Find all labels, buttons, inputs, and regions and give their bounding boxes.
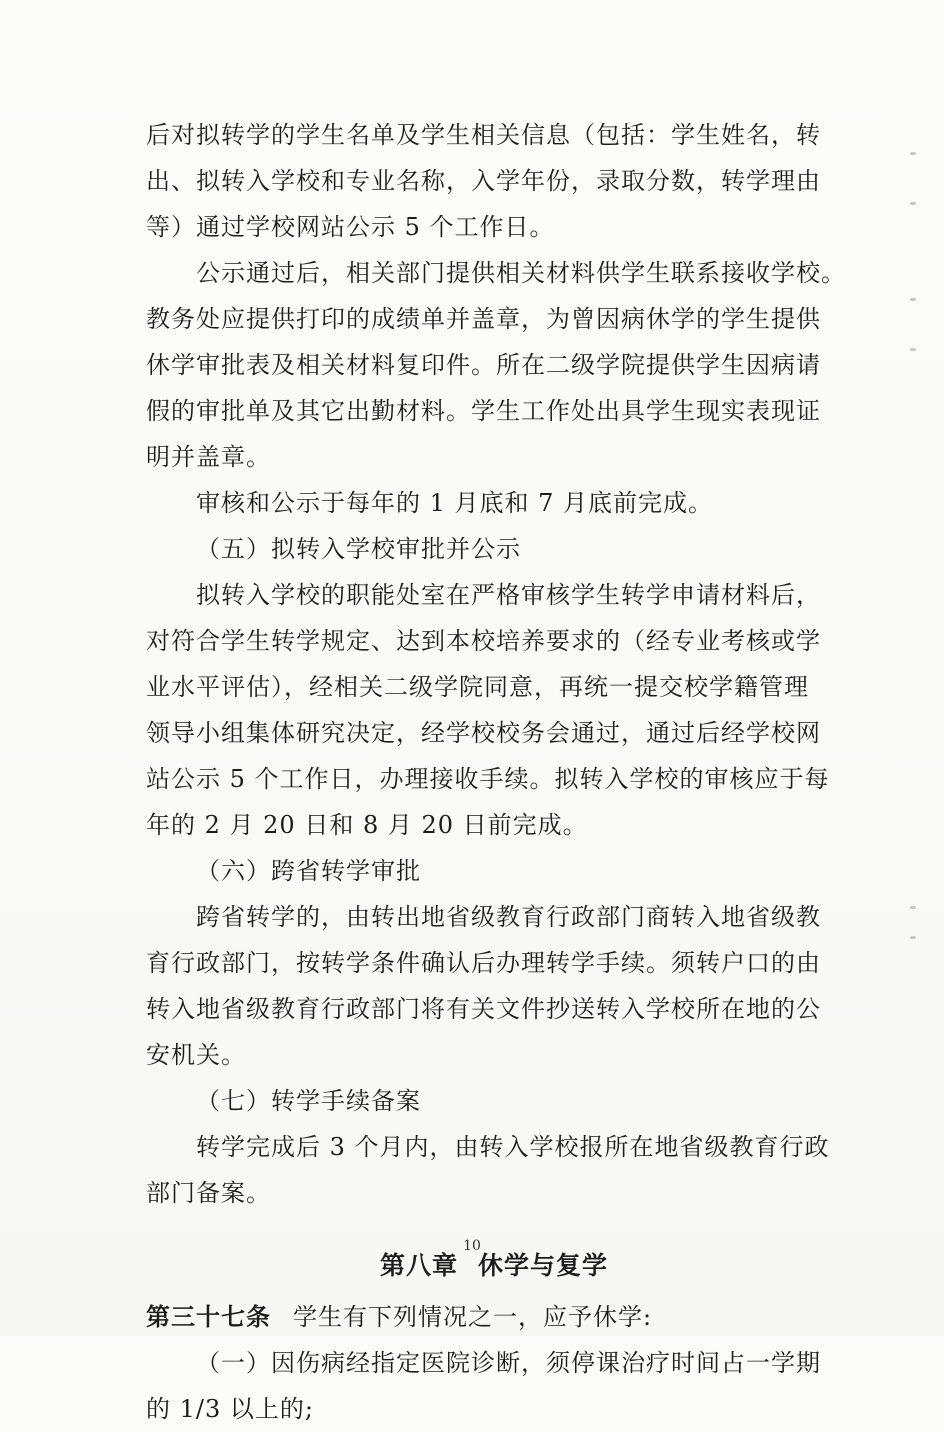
paragraph-line: 转入地省级教育行政部门将有关文件抄送转入学校所在地的公 [146, 995, 821, 1023]
article-heading: 第三十七条 [146, 1302, 271, 1331]
scan-mark [910, 152, 916, 155]
body-text [146, 112, 846, 1432]
paragraph-line: 转学完成后 3 个月内，由转入学校报所在地省级教育行政 [196, 1133, 830, 1161]
paragraph-line: 审核和公示于每年的 1 月底和 7 月底前完成。 [196, 489, 714, 517]
paragraph-line: 领导小组集体研究决定，经学校校务会通过，通过后经学校网 [146, 719, 821, 747]
section-heading: （五）拟转入学校审批并公示 [196, 535, 521, 563]
scan-mark [910, 202, 916, 205]
item-line: 的 1/3 以上的; [146, 1395, 314, 1423]
paragraph-line: 后对拟转学的学生名单及学生相关信息（包括：学生姓名，转 [146, 121, 821, 149]
scan-mark [910, 936, 916, 939]
paragraph-line: 休学审批表及相关材料复印件。所在二级学院提供学生因病请 [146, 351, 821, 379]
paragraph-line: 对符合学生转学规定、达到本校培养要求的（经专业考核或学 [146, 627, 821, 655]
chapter-number: 第八章 [379, 1251, 458, 1280]
paragraph-line: 部门备案。 [146, 1179, 271, 1207]
page-number: 10 [463, 1238, 481, 1254]
paragraph-line: 明并盖章。 [146, 443, 271, 471]
paragraph-line: 安机关。 [146, 1041, 246, 1069]
chapter-spacer [146, 1216, 842, 1238]
paragraph-line: 年的 2 月 20 日和 8 月 20 日前完成。 [146, 811, 588, 839]
paragraph-line: 站公示 5 个工作日，办理接收手续。拟转入学校的审核应于每 [146, 765, 830, 793]
section-heading: （七）转学手续备案 [196, 1087, 421, 1115]
paragraph-line: 教务处应提供打印的成绩单并盖章，为曾因病休学的学生提供 [146, 305, 821, 333]
scan-mark [910, 298, 916, 301]
paragraph-line: 出、拟转入学校和专业名称，入学年份，录取分数，转学理由 [146, 167, 821, 195]
paragraph-line: 假的审批单及其它出勤材料。学生工作处出具学生现实表现证 [146, 397, 821, 425]
paragraph-line: 等）通过学校网站公示 5 个工作日。 [146, 213, 555, 241]
paragraph-line: 业水平评估），经相关二级学院同意，再统一提交校学籍管理 [146, 673, 809, 701]
paragraph-line: 育行政部门，按转学条件确认后办理转学手续。须转户口的由 [146, 949, 821, 977]
section-heading: （六）跨省转学审批 [196, 857, 421, 885]
scan-mark [910, 906, 916, 909]
item-line: （一）因伤病经指定医院诊断，须停课治疗时间占一学期 [196, 1349, 821, 1377]
scan-mark [910, 348, 916, 351]
paragraph-line: 拟转入学校的职能处室在严格审核学生转学申请材料后， [196, 581, 821, 609]
chapter-title: 休学与复学 [478, 1251, 609, 1280]
article-line [146, 1294, 842, 1340]
paragraph-line: 跨省转学的，由转出地省级教育行政部门商转入地省级教 [196, 903, 821, 931]
paragraph-line: 公示通过后，相关部门提供相关材料供学生联系接收学校。 [196, 259, 846, 287]
article-text: 学生有下列情况之一，应予休学: [293, 1303, 653, 1331]
